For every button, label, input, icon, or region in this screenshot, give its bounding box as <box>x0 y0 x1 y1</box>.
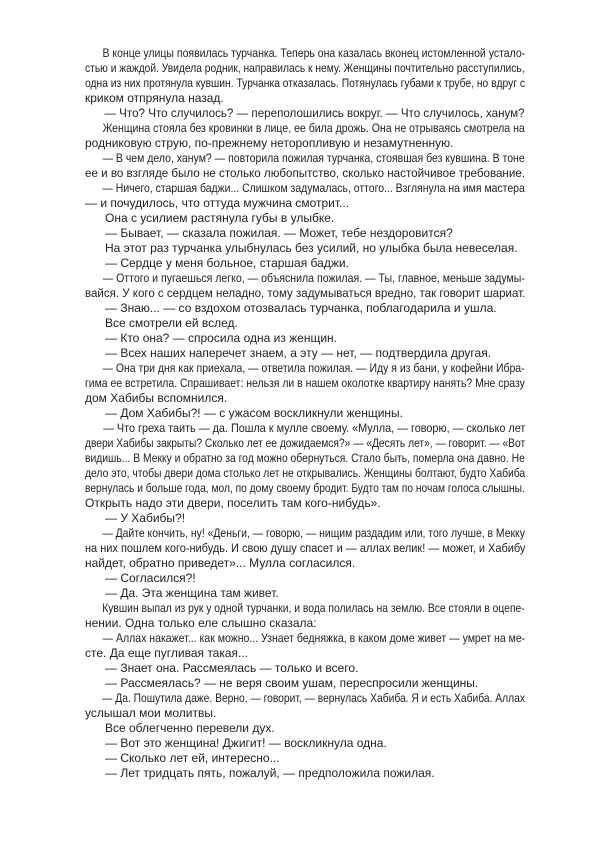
text-line: сте. Да еще пугливая такая... <box>85 646 249 660</box>
text-line: криком отпрянула назад. <box>85 91 224 105</box>
text-line: — Знает она. Рассмеялась — только и всего. <box>105 661 359 675</box>
paragraph <box>85 571 525 586</box>
paragraph <box>85 766 525 781</box>
paragraph <box>85 751 525 766</box>
text-line: — Вот это женщина! Джигит! — воскликнула одна. <box>105 736 387 750</box>
text-line: — Знаю... — со вздохом отозвалась турчанка, поблагодарила и ушла. <box>105 301 497 315</box>
paragraph <box>85 601 525 631</box>
text-line: ее и во взгляде было не столько любопытство, сколько настойчивое требование. <box>85 166 526 180</box>
text-line: Она с усилием растянула губы в улыбке. <box>105 211 335 225</box>
text-line: дом Хабибы вспомнился. <box>85 391 228 405</box>
text-line: вайся. У кого с сердцем неладно, тому задумываться вредно, так говорит шариат. <box>85 286 526 300</box>
text-line: на них пошлем кого-нибудь. И свою душу спасет и — аллах велик! — может, и Хабибу <box>85 541 526 555</box>
text-line: Женщина стояла без кровинки в лице, ее била дрожь. Она не отрываясь смотрела на <box>102 121 525 135</box>
paragraph <box>85 301 525 316</box>
paragraph <box>85 586 525 601</box>
document-page <box>85 46 525 781</box>
text-line: — Она три дня как приехала, — ответила пожилая. — Иду я из бани, у кофейни Ибра- <box>102 361 525 375</box>
paragraph <box>85 331 525 346</box>
paragraph <box>85 211 525 226</box>
text-line: — Всех наших наперечет знаем, а эту — нет, — подтвердила другая. <box>105 346 492 360</box>
text-line: На этот раз турчанка улыбнулась без усилий, но улыбка была невеселая. <box>105 241 518 255</box>
text-line: нении. Одна только еле слышно сказала: <box>85 616 317 630</box>
paragraph <box>85 226 525 241</box>
text-line: стью и жаждой. Увидела родник, направилась к нему. Женщины почтительно расступились, <box>85 61 525 75</box>
text-line: услышал мои молитвы. <box>85 706 217 720</box>
text-line: найдет, обратно приведет»... Мулла согласился. <box>85 556 356 570</box>
text-line: — Что греха таить — да. Пошла к мулле своему. «Мулла, — говорю, — сколько лет <box>103 421 526 435</box>
text-line: Кувшин выпал из рук у одной турчанки, и вода полилась на землю. Все стояли в оцепе- <box>102 601 525 615</box>
text-line: — и почудилось, что оттуда мужчина смотрит... <box>85 196 350 210</box>
paragraph <box>85 721 525 736</box>
paragraph <box>85 151 525 181</box>
paragraph <box>85 241 525 256</box>
text-line: — Сердце у меня больное, старшая баджи. <box>105 256 349 270</box>
paragraph <box>85 421 525 511</box>
text-line: В конце улицы появилась турчанка. Теперь она казалась вконец истомленной устало- <box>102 46 526 60</box>
paragraph <box>85 526 525 571</box>
text-line: двери Хабибы закрыты? Сколько лет ее дожидаемся?» — «Десять лет», — говорит. — «Вот <box>85 436 526 450</box>
text-line: — Да. Эта женщина там живет. <box>105 586 279 600</box>
paragraph <box>85 736 525 751</box>
paragraph <box>85 661 525 676</box>
text-line: — Кто она? — спросила одна из женщин. <box>105 331 338 345</box>
paragraph <box>85 106 525 121</box>
paragraph <box>85 691 525 721</box>
text-line: Все смотрели ей вслед. <box>105 316 238 330</box>
text-line: одна из них протянула кувшин. Турчанка отказалась. Потянулась губами к трубе, но вдруг с <box>85 76 526 90</box>
paragraph <box>85 361 525 406</box>
paragraph <box>85 121 525 151</box>
text-line: — Да. Пошутила даже. Верно, — говорит, — вернулась Хабиба. Я и есть Хабиба. Аллах <box>102 691 525 705</box>
text-line: — Согласился?! <box>105 571 196 585</box>
text-line: видишь... В Мекку и обратно за год можно обернуться. Стало быть, померла она давно. Не <box>85 451 525 465</box>
paragraph <box>85 181 525 211</box>
paragraph <box>85 271 525 301</box>
paragraph <box>85 346 525 361</box>
text-line: Все облегченно перевели дух. <box>105 721 275 735</box>
paragraph <box>85 316 525 331</box>
text-line: родниковую струю, по-прежнему неторопливую и незамутненную. <box>85 136 454 150</box>
text-line: — Ничего, старшая баджи... Слишком задумалась, оттого... Взглянула на имя мастера <box>102 181 525 195</box>
paragraph <box>85 511 525 526</box>
text-line: — Лет тридцать пять, пожалуй, — предположила пожилая. <box>105 766 435 780</box>
text-line: — Бывает, — сказала пожилая. — Может, тебе нездоровится? <box>105 226 453 240</box>
text-line: — Дом Хабибы?! — с ужасом воскликнули женщины. <box>105 406 403 420</box>
paragraph <box>85 256 525 271</box>
text-line: — Дайте кончить, ну! «Деньги, — говорю, — нищим раздадим или, того лучше, в Мекку <box>102 526 525 540</box>
text-line: — Оттого и пугаешься легко, — объяснила пожилая. — Ты, главное, меньше задумы- <box>102 271 525 285</box>
text-line: дело это, чтобы двери дома столько лет не открывались. Женщины болтают, будто Хабиба <box>85 466 526 480</box>
paragraph <box>85 46 525 106</box>
text-line: вернулась и больше года, мол, по дому своему бродит. Будто там по ночам голоса слышны. <box>85 481 525 495</box>
paragraph <box>85 406 525 421</box>
text-line: — У Хабибы?! <box>105 511 186 525</box>
paragraph <box>85 676 525 691</box>
text-line: — Рассмеялась? — не веря своим ушам, переспросили женщины. <box>105 676 479 690</box>
text-line: — Аллах накажет... как можно... Узнает бедняжка, в каком доме живет — умрет на ме- <box>102 631 526 645</box>
paragraph <box>85 631 525 661</box>
text-line: — Что? Что случилось? — переполошились вокруг. — Что случилось, ханум? <box>104 106 525 120</box>
text-line: Открыть надо эти двери, поселить там кого-нибудь». <box>85 496 381 510</box>
text-line: — В чем дело, ханум? — повторила пожилая турчанка, стоявшая без кувшина. В тоне <box>102 151 525 165</box>
text-line: — Сколько лет ей, интересно... <box>105 751 280 765</box>
text-line: гима ее встретила. Спрашивает: нельзя ли в нашем околотке квартиру нанять? Мне сразу <box>85 376 525 390</box>
